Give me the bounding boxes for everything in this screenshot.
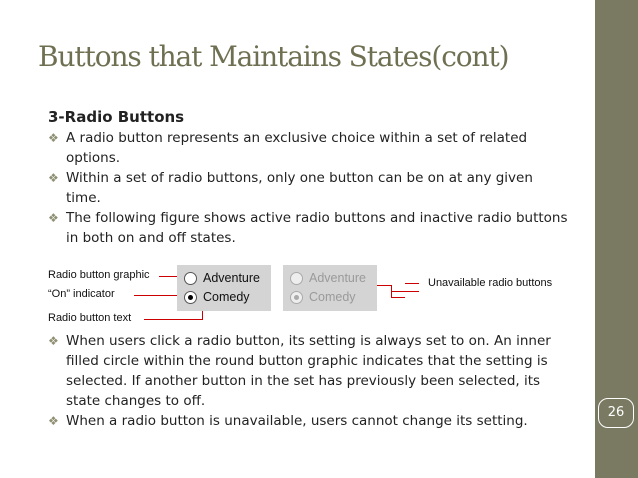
radio-label: Adventure <box>309 271 366 285</box>
callout-line <box>405 283 419 284</box>
radio-option-comedy-disabled <box>290 289 356 305</box>
callout-line <box>391 291 419 292</box>
diamond-bullet-icon: ❖ <box>48 414 59 428</box>
bullet-item <box>48 411 568 431</box>
radio-label: Comedy <box>203 290 250 304</box>
radio-off-icon <box>290 272 303 285</box>
inactive-radio-panel <box>283 265 377 311</box>
radio-option-adventure-disabled <box>290 270 366 286</box>
bullet-text: When a radio button is unavailable, users cannot change its setting. <box>66 413 528 429</box>
callout-line <box>377 285 391 286</box>
radio-button-figure <box>48 265 588 330</box>
slide-title: Buttons that Maintains States(cont) <box>38 40 509 73</box>
section-subtitle: 3-Radio Buttons <box>48 108 185 126</box>
diamond-bullet-icon: ❖ <box>48 211 59 225</box>
label-unavailable: Unavailable radio buttons <box>428 277 553 289</box>
label-radio-graphic: Radio button graphic <box>48 269 150 281</box>
callout-line <box>144 319 202 320</box>
bullet-text: A radio button represents an exclusive choice within a set of related options. <box>66 130 528 166</box>
radio-on-icon <box>290 291 303 304</box>
diamond-bullet-icon: ❖ <box>48 334 59 348</box>
bullet-item <box>48 208 568 248</box>
bullet-list-top <box>48 128 568 248</box>
callout-line <box>391 297 405 298</box>
bullet-item <box>48 331 568 411</box>
diamond-bullet-icon: ❖ <box>48 131 59 145</box>
radio-label: Comedy <box>309 290 356 304</box>
bullet-list-bottom <box>48 331 568 431</box>
bullet-text: Within a set of radio buttons, only one button can be on at any given time. <box>66 170 533 206</box>
radio-option-comedy[interactable] <box>184 289 250 305</box>
bullet-text: When users click a radio button, its setting is always set to on. An inner filled circle within the round button graphic indicates that the setting is selected. If another button in the set has previously been selected, its state changes to off. <box>66 333 551 409</box>
radio-option-adventure[interactable] <box>184 270 260 286</box>
diamond-bullet-icon: ❖ <box>48 171 59 185</box>
active-radio-panel <box>177 265 271 311</box>
label-radio-text: Radio button text <box>48 312 132 324</box>
radio-label: Adventure <box>203 271 260 285</box>
radio-on-icon[interactable] <box>184 291 197 304</box>
page-number: 26 <box>598 398 634 428</box>
bullet-item <box>48 168 568 208</box>
bullet-text: The following figure shows active radio buttons and inactive radio buttons in both on and off states. <box>66 210 568 246</box>
bullet-item <box>48 128 568 168</box>
label-on-indicator: “On” indicator <box>48 288 115 300</box>
radio-off-icon[interactable] <box>184 272 197 285</box>
